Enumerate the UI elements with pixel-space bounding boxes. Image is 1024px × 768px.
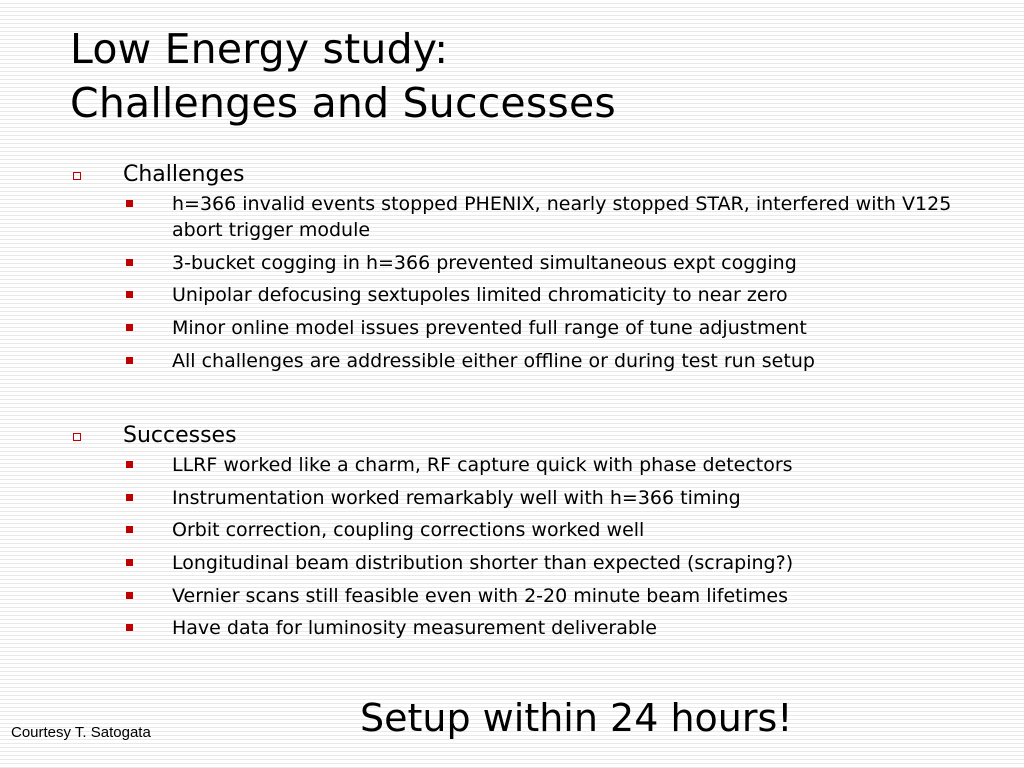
list-item xyxy=(70,583,1000,609)
slide-title-line-1: Low Energy study: xyxy=(70,25,449,73)
filled-square-icon xyxy=(126,559,133,566)
successes-section xyxy=(70,421,1000,641)
hollow-square-icon xyxy=(73,433,81,441)
successes-heading: Successes xyxy=(123,423,237,448)
challenges-heading: Challenges xyxy=(123,162,245,187)
list-item-text: 3-bucket cogging in h=366 prevented simultaneous expt cogging xyxy=(172,251,797,274)
courtesy-note: Courtesy T. Satogata xyxy=(11,724,151,741)
list-item-text: Orbit correction, coupling corrections worked well xyxy=(172,519,645,542)
filled-square-icon xyxy=(126,324,133,331)
list-item-text: Instrumentation worked remarkably well with h=366 timing xyxy=(172,486,741,509)
filled-square-icon xyxy=(126,200,133,207)
list-item-text: All challenges are addressible either offline or during test run setup xyxy=(172,349,815,372)
successes-list xyxy=(70,452,1000,641)
list-item xyxy=(70,282,1000,308)
list-item-text: h=366 invalid events stopped PHENIX, nearly stopped STAR, interfered with V125 abort trigger module xyxy=(172,193,952,241)
list-item xyxy=(70,348,1000,374)
challenges-heading-row xyxy=(70,160,1000,190)
list-item xyxy=(70,191,1000,243)
list-item-text: Longitudinal beam distribution shorter than expected (scraping?) xyxy=(172,552,794,575)
list-item xyxy=(70,615,1000,641)
challenges-list xyxy=(70,191,1000,374)
successes-heading-row xyxy=(70,421,1000,451)
list-item xyxy=(70,250,1000,276)
challenges-section xyxy=(70,160,1000,374)
filled-square-icon xyxy=(126,357,133,364)
list-item-text: Unipolar defocusing sextupoles limited chromaticity to near zero xyxy=(172,284,788,307)
filled-square-icon xyxy=(126,494,133,501)
list-item xyxy=(70,550,1000,576)
list-item xyxy=(70,452,1000,478)
list-item xyxy=(70,315,1000,341)
list-item xyxy=(70,485,1000,511)
filled-square-icon xyxy=(126,592,133,599)
filled-square-icon xyxy=(126,461,133,468)
slide-title xyxy=(70,22,616,130)
list-item-text: LLRF worked like a charm, RF capture quick with phase detectors xyxy=(172,454,793,476)
filled-square-icon xyxy=(126,291,133,298)
tagline: Setup within 24 hours! xyxy=(360,696,793,740)
filled-square-icon xyxy=(126,259,133,266)
filled-square-icon xyxy=(126,526,133,533)
list-item xyxy=(70,517,1000,543)
list-item-text: Have data for luminosity measurement deliverable xyxy=(172,617,657,640)
slide-title-line-2: Challenges and Successes xyxy=(70,79,616,127)
list-item-text: Minor online model issues prevented full range of tune adjustment xyxy=(172,317,807,340)
list-item-text: Vernier scans still feasible even with 2-20 minute beam lifetimes xyxy=(172,584,788,607)
filled-square-icon xyxy=(126,624,133,631)
hollow-square-icon xyxy=(73,172,81,180)
